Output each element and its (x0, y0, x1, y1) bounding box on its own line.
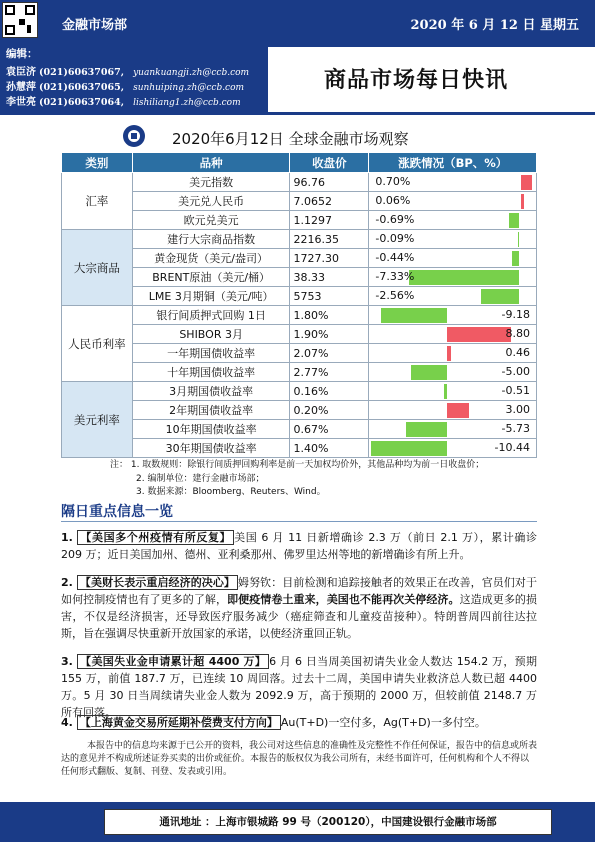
editors-label: 编辑： (6, 48, 38, 60)
news-item (61, 653, 537, 721)
news-body: 美国 6 月 11 日新增确诊 2.3 万（前日 2.1 万），累计确诊 209 万；近日美国加州、德州、亚利桑那州、佛罗里达州等地的新增确诊有所上升。 (61, 531, 537, 561)
table-notes (110, 459, 484, 500)
change-bar (371, 441, 447, 456)
table-row (62, 230, 537, 249)
close-value: 2216.35 (290, 230, 369, 249)
change-value: -0.69% (375, 213, 415, 226)
news-body: 这造成更多的损害，不仅是经济损害，还导致医疗服务减少（癌症筛查和儿童疫苗接种）。特朗普周四前往达拉斯，旨在强调尽快重新开放国家的承诺，以使经济重回正轨。 (61, 593, 538, 640)
change-cell (369, 306, 537, 325)
editor-phone: (021)60637065, (39, 82, 125, 93)
instrument-name: 建行大宗商品指数 (132, 230, 290, 249)
change-value: -5.00 (501, 365, 530, 378)
close-value: 96.76 (290, 173, 369, 192)
instrument-name: SHIBOR 3月 (132, 325, 290, 344)
table-row (62, 268, 537, 287)
market-table (61, 152, 537, 458)
editor-phone: (021)60637067, (39, 67, 125, 78)
change-cell (369, 173, 537, 192)
change-bar (381, 308, 448, 323)
instrument-name: 3月期国债收益率 (132, 382, 290, 401)
close-value: 1.90% (290, 325, 369, 344)
change-cell (369, 249, 537, 268)
change-value: 0.46 (505, 346, 530, 359)
table-row (62, 439, 537, 458)
table-row (62, 192, 537, 211)
instrument-name: 30年期国债收益率 (132, 439, 290, 458)
change-bar (521, 175, 532, 190)
change-cell (369, 439, 537, 458)
change-value: 8.80 (505, 327, 530, 340)
close-value: 1.80% (290, 306, 369, 325)
close-value: 0.20% (290, 401, 369, 420)
news-body: Au(T+D)一空付多，Ag(T+D)一多付空。 (280, 716, 486, 729)
change-value: 0.06% (375, 194, 411, 207)
change-bar (409, 270, 519, 285)
close-value: 2.07% (290, 344, 369, 363)
close-value: 7.0652 (290, 192, 369, 211)
close-value: 1.40% (290, 439, 369, 458)
table-row (62, 287, 537, 306)
department-name: 金融市场部 (62, 18, 128, 33)
editor-row (6, 63, 268, 78)
instrument-name: 美元指数 (132, 173, 290, 192)
editor-email[interactable]: sunhuiping.zh@ccb.com (133, 83, 245, 93)
table-row (62, 249, 537, 268)
category-cell: 汇率 (62, 173, 133, 230)
col-header-close: 收盘价 (290, 153, 369, 173)
close-value: 5753 (290, 287, 369, 306)
close-value: 38.33 (290, 268, 369, 287)
change-cell (369, 287, 537, 306)
news-item (61, 714, 537, 731)
instrument-name: 黄金现货（美元/盎司） (132, 249, 290, 268)
change-bar (481, 289, 519, 304)
col-header-category: 类别 (62, 153, 133, 173)
change-value: -0.51 (501, 384, 530, 397)
col-header-change: 涨跌情况（BP、%） (369, 153, 537, 173)
close-value: 1727.30 (290, 249, 369, 268)
category-cell: 大宗商品 (62, 230, 133, 306)
instrument-name: 2年期国债收益率 (132, 401, 290, 420)
table-title: 2020年6月12日 全球金融市场观察 (172, 130, 409, 148)
change-value: -2.56% (375, 289, 415, 302)
table-row (62, 344, 537, 363)
editor-name: 李世亮 (6, 97, 36, 108)
close-value: 1.1297 (290, 211, 369, 230)
category-cell: 人民币利率 (62, 306, 133, 382)
report-date: 2020 年 6 月 12 日 星期五 (410, 18, 579, 33)
change-bar (447, 346, 450, 361)
change-value: -10.44 (494, 441, 530, 454)
editor-email[interactable]: yuankuangji.zh@ccb.com (133, 68, 250, 78)
change-cell (369, 211, 537, 230)
title-box (268, 44, 595, 112)
news-headline: 【美国失业金申请累计超 4400 万】 (77, 654, 269, 669)
category-cell: 美元利率 (62, 382, 133, 458)
news-headline: 【美财长表示重启经济的决心】 (77, 575, 238, 590)
editors-panel (0, 44, 268, 112)
editor-phone: (021)60637064, (39, 97, 125, 108)
table-row (62, 401, 537, 420)
news-num: 1. (61, 531, 73, 544)
change-value: 3.00 (505, 403, 530, 416)
news-num: 4. (61, 716, 73, 729)
news-headline: 【美国多个州疫情有所反复】 (77, 530, 234, 545)
change-cell (369, 420, 537, 439)
change-bar (444, 384, 448, 399)
change-cell (369, 344, 537, 363)
news-body-bold: 即便疫情卷土重来，美国也不能再次关停经济。 (227, 593, 460, 606)
table-header-row (62, 153, 537, 173)
change-bar (447, 403, 469, 418)
news-headline: 【上海黄金交易所延期补偿费支付方向】 (77, 715, 281, 730)
change-bar (518, 232, 519, 247)
close-value: 2.77% (290, 363, 369, 382)
qr-code-icon (2, 2, 38, 38)
disclaimer: 本报告中的信息均来源于已公开的资料，我公司对这些信息的准确性及完整性不作任何保证，报告中的信息或所表达的意见并不构成所述证券买卖的出价或征价。本报告的版权仅为我公司所有，未经书面许可，任何机构和个人不得以任何形式翻版、复制、刊登、发表或引用。 (61, 741, 538, 777)
table-row (62, 325, 537, 344)
col-header-name: 品种 (132, 153, 290, 173)
note-2: 2. 编制单位：建行金融市场部； (136, 473, 265, 484)
change-cell (369, 363, 537, 382)
table-row (62, 382, 537, 401)
change-bar (406, 422, 448, 437)
change-cell (369, 268, 537, 287)
change-value: 0.70% (375, 175, 411, 188)
instrument-name: 美元兑人民币 (132, 192, 290, 211)
instrument-name: 欧元兑美元 (132, 211, 290, 230)
close-value: 0.16% (290, 382, 369, 401)
instrument-name: 十年期国债收益率 (132, 363, 290, 382)
news-num: 3. (61, 655, 73, 668)
change-bar (509, 213, 519, 228)
news-divider (61, 521, 537, 522)
table-row (62, 306, 537, 325)
change-cell (369, 230, 537, 249)
instrument-name: LME 3月期铜（美元/吨） (132, 287, 290, 306)
change-value: -5.73 (501, 422, 530, 435)
note-3: 3. 数据来源：Bloomberg、Reuters、Wind。 (136, 487, 326, 497)
change-value: -0.09% (375, 232, 415, 245)
change-cell (369, 192, 537, 211)
editor-name: 袁臣济 (6, 67, 36, 78)
change-cell (369, 325, 537, 344)
ccb-logo-icon (122, 124, 146, 148)
news-heading: 隔日重点信息一览 (61, 504, 173, 520)
editor-row (6, 93, 268, 108)
instrument-name: 10年期国债收益率 (132, 420, 290, 439)
news-item (61, 529, 537, 563)
news-body: 姆努钦：目前检测和追踪接触者的效果正在改善，官员们对于如何控制疫情也有了更多的了解， (61, 576, 537, 606)
editor-email[interactable]: lishiliang1.zh@ccb.com (133, 98, 241, 108)
footer-address: 通讯地址 ：上海市银城路 99 号（200120），中国建设银行金融市场部 (104, 809, 552, 835)
header-bar (0, 0, 595, 44)
table-row (62, 211, 537, 230)
change-bar (447, 327, 511, 342)
editor-name: 孙慧萍 (6, 82, 36, 93)
editor-row (6, 78, 268, 93)
table-row (62, 173, 537, 192)
change-bar (411, 365, 447, 380)
change-bar (512, 251, 519, 266)
change-value: -0.44% (375, 251, 415, 264)
news-num: 2. (61, 576, 73, 589)
change-cell (369, 382, 537, 401)
close-value: 0.67% (290, 420, 369, 439)
change-value: -9.18 (501, 308, 530, 321)
news-body: 6 月 6 日当周美国初请失业金人数达 154.2 万，预期 155 万，前值 187.7 万，已连续 10 周回落。过去十二周，美国申请失业救济总人数已超 4400 万。5 月 30 日当周续请失业金人数为 2092.9 万，高于预期的 2000 万，但较前值 2148.7 万所有回落。 (61, 655, 537, 719)
change-value: -7.33% (375, 270, 415, 283)
news-item (61, 574, 537, 642)
header-divider (0, 112, 595, 115)
instrument-name: 一年期国债收益率 (132, 344, 290, 363)
table-row (62, 363, 537, 382)
note-1: 注： 1. 取数规则：除银行间质押回购利率是前一天加权均价外，其他品种均为前一日收盘价； (110, 460, 485, 470)
change-cell (369, 401, 537, 420)
instrument-name: 银行间质押式回购 1日 (132, 306, 290, 325)
instrument-name: BRENT原油（美元/桶） (132, 268, 290, 287)
table-row (62, 420, 537, 439)
page-title: 商品市场每日快讯 (324, 68, 509, 93)
change-bar (521, 194, 524, 209)
